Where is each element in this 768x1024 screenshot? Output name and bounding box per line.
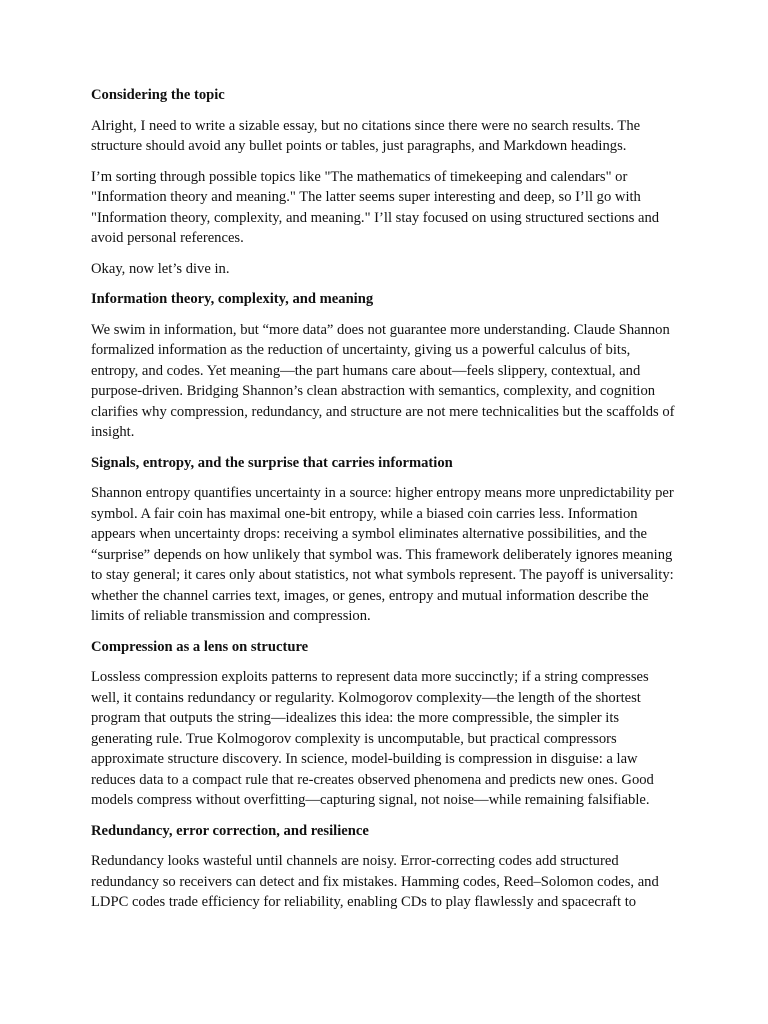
paragraph: We swim in information, but “more data” does not guarantee more understanding. Claude Shannon formalized information as the reduction of uncertainty, giving us a powerful calculus of bits, entropy, and codes. Yet meaning—the part humans care about—feels slippery, contextual, and purpose-driven. Bridging Shannon’s clean abstraction with semantics, complexity, and cognition clarifies why compression, redundancy, and structure are not mere technicalities but the scaffolds of insight. <box>91 321 675 440</box>
section-heading: Signals, entropy, and the surprise that carries information <box>91 454 453 471</box>
paragraph: I’m sorting through possible topics like "The mathematics of timekeeping and calendars" or "Information theory and meaning." The latter seems super interesting and deep, so I’ll go with "Information theory, complexity, and meaning." I’ll stay focused on using structured sections and avoid personal references. <box>91 168 660 246</box>
paragraph: Okay, now let’s dive in. <box>91 260 230 277</box>
section-heading: Compression as a lens on structure <box>91 638 309 655</box>
document-page <box>91 85 681 923</box>
section-heading: Considering the topic <box>91 87 225 103</box>
paragraph: Redundancy looks wasteful until channels are noisy. Error-correcting codes add structured redundancy so receivers can detect and fix mistakes. Hamming codes, Reed–Solomon codes, and LDPC codes trade efficiency for reliability, enabling CDs to play flawlessly and spacecraft to <box>91 853 659 910</box>
section-heading: Information theory, complexity, and meaning <box>91 291 374 307</box>
paragraph: Alright, I need to write a sizable essay, but no citations since there were no search results. The structure should avoid any bullet points or tables, just paragraphs, and Markdown headings. <box>91 117 641 154</box>
paragraph: Shannon entropy quantifies uncertainty in a source: higher entropy means more unpredictability per symbol. A fair coin has maximal one-bit entropy, while a biased coin carries less. Information appears when uncertainty drops: receiving a symbol eliminates alternative possibilities, and the “surprise” depends on how unlikely that symbol was. This framework deliberately ignores meaning to stay general; it cares only about statistics, not what symbols represent. The payoff is universality: whether the channel carries text, images, or genes, entropy and mutual information describe the limits of reliable transmission and compression. <box>91 485 674 624</box>
paragraph: Lossless compression exploits patterns to represent data more succinctly; if a string compresses well, it contains redundancy or regularity. Kolmogorov complexity—the length of the shortest program that outputs the string—idealizes this idea: the more compressible, the simpler its generating rule. True Kolmogorov complexity is uncomputable, but practical compressors approximate structure discovery. In science, model-building is compression in disguise: a law reduces data to a compact rule that re-creates observed phenomena and predicts new ones. Good models compress without overfitting—capturing signal, not noise—while remaining falsifiable. <box>91 669 654 808</box>
section-heading: Redundancy, error correction, and resilience <box>91 822 369 839</box>
